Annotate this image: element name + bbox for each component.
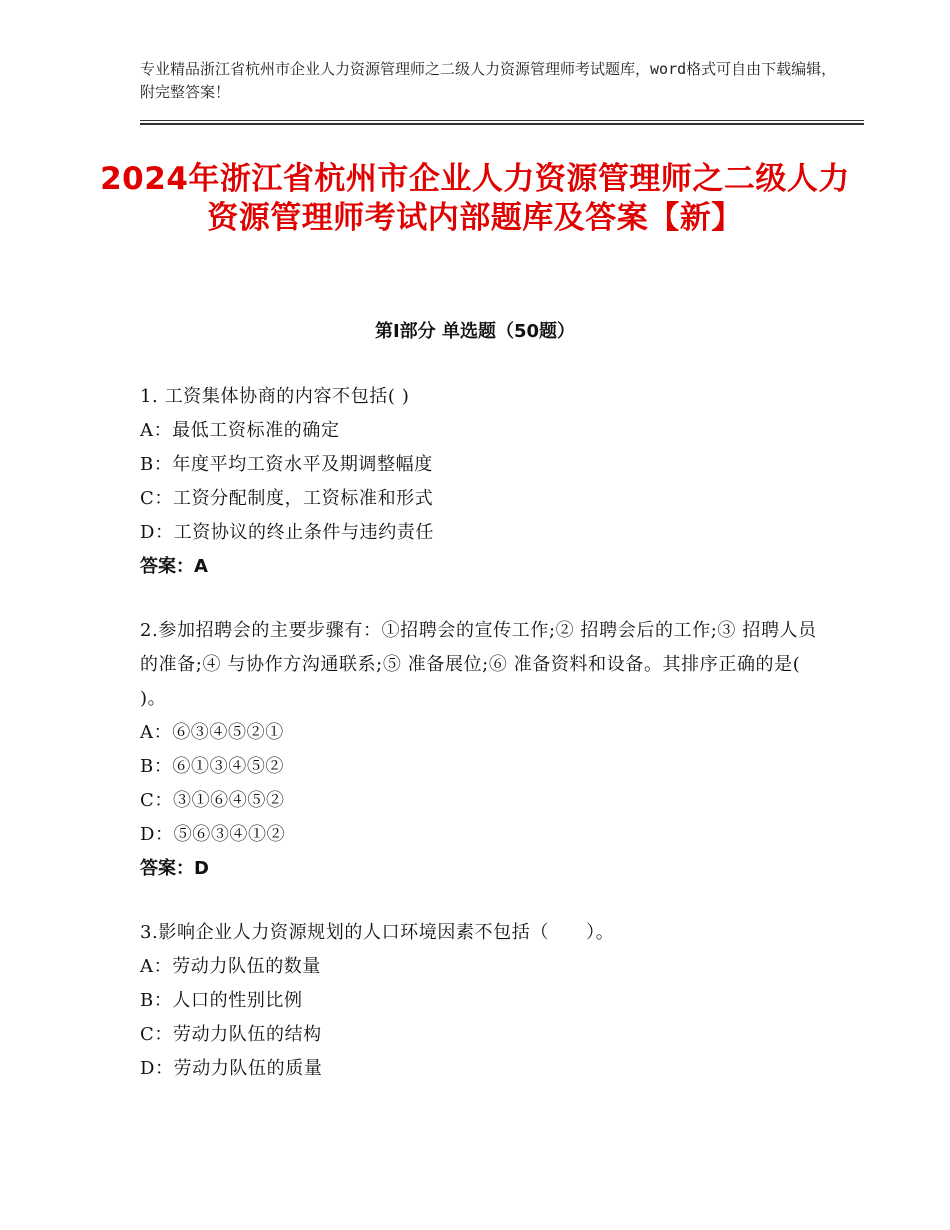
header-divider-thick [140,123,864,125]
option-b: B：⑥①③④⑤② [140,756,285,777]
document-title: 2024年浙江省杭州市企业人力资源管理师之二级人力资源管理师考试内部题库及答案【新】 [100,161,850,236]
option-c: C：③①⑥④⑤② [140,790,285,811]
option-d: D：⑤⑥③④①② [140,824,286,845]
question-stem: 3.影响企业人力资源规划的人口环境因素不包括（ ）。 [140,922,615,943]
option-a: A：劳动力队伍的数量 [140,956,321,977]
option-d: D：工资协议的终止条件与违约责任 [140,522,435,543]
question-list [140,380,820,1116]
question-2 [140,614,820,886]
option-a: A：最低工资标准的确定 [140,420,340,441]
option-b: B：人口的性别比例 [140,990,303,1011]
section-title: 第Ⅰ部分 单选题（50题） [374,321,575,342]
question-stem: 1. 工资集体协商的内容不包括( ) [140,386,410,407]
option-d: D：劳动力队伍的质量 [140,1058,323,1079]
question-1 [140,380,820,584]
header-note: 专业精品浙江省杭州市企业人力资源管理师之二级人力资源管理师考试题库，word格式可自由下载编辑，附完整答案！ [140,60,837,101]
option-c: C：工资分配制度，工资标准和形式 [140,488,434,509]
option-b: B：年度平均工资水平及期调整幅度 [140,454,433,475]
answer-label: 答案：D [140,858,209,879]
question-stem: 2.参加招聘会的主要步骤有：①招聘会的宣传工作;② 招聘会后的工作;③ 招聘人员的准备;④ 与协作方沟通联系;⑤ 准备展位;⑥ 准备资料和设备。其排序正确的是( )。 [140,620,817,709]
question-3 [140,916,820,1086]
header-divider [140,120,864,121]
answer-label: 答案：A [140,556,208,577]
option-a: A：⑥③④⑤②① [140,722,284,743]
option-c: C：劳动力队伍的结构 [140,1024,322,1045]
